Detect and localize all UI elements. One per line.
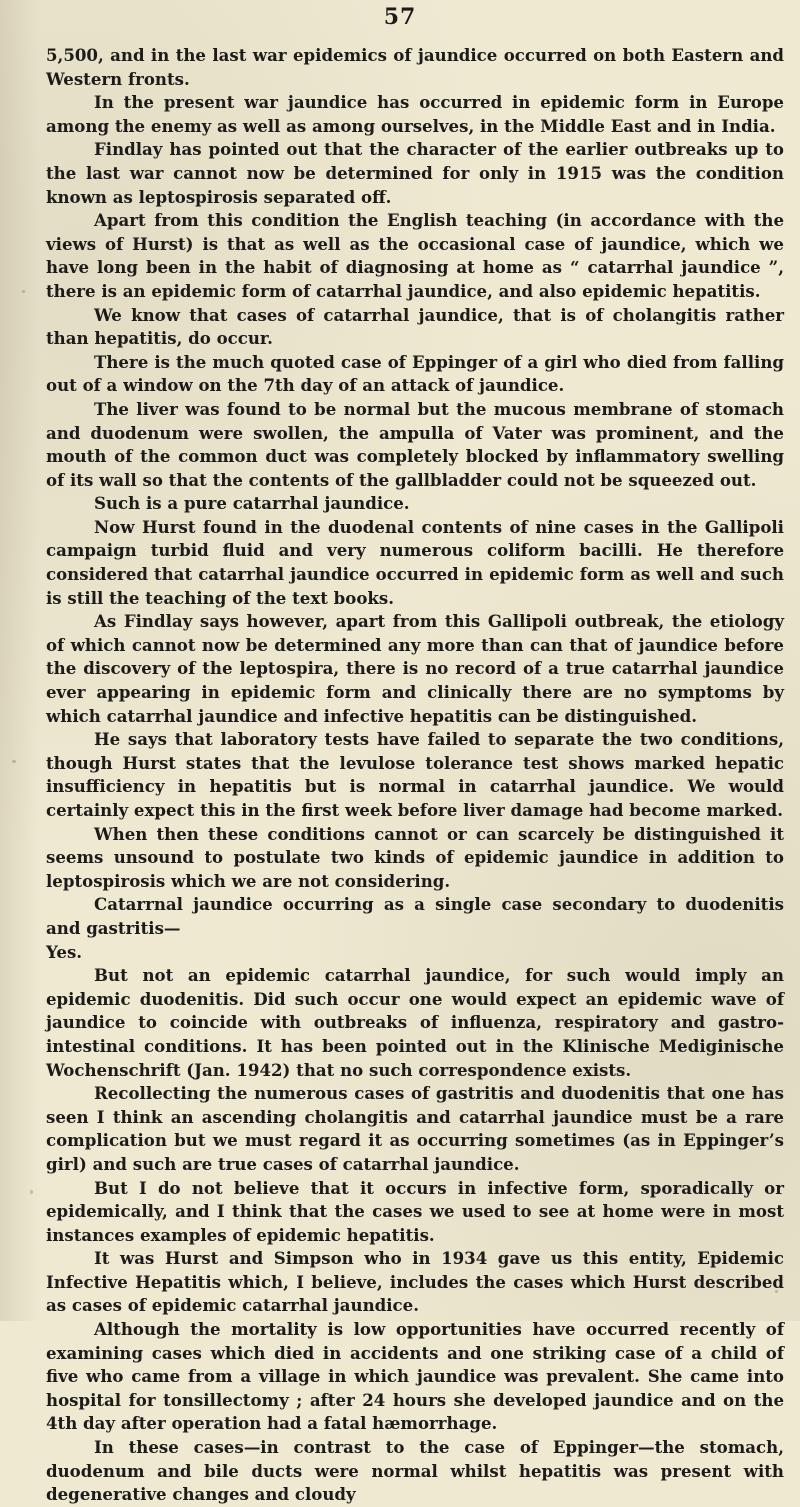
paragraph-8: Such is a pure catarrhal jaundice. [94,493,410,514]
paper-speck [775,1290,778,1293]
paper-speck [22,290,25,293]
paragraph-15: But not an epidemic catarrhal jaundice, for such would imply an epidemic duodenitis. Did such occur one would expect an epidemic wave of jaundice to coincide with outbreaks of influenza, respiratory and gastro-intestinal conditions. It has been pointed out in the Klinische Mediginische Wochenschrift (Jan. 1942) that no such correspondence exists. [46,965,784,1080]
paragraph-12: When then these conditions cannot or can scarcely be distinguished it seems unsound to postulate two kinds of epidemic jaundice in addition to leptospirosis which we are not considering. [46,823,784,891]
paragraph-6: There is the much quoted case of Eppinger of a girl who died from falling out of a window on the 7th day of an attack of jaundice. [46,351,784,396]
paragraph-14: Yes. [46,941,83,962]
paragraph-1: 5,500, and in the last war epidemics of jaundice occurred on both Eastern and Western fronts. [46,45,784,89]
paragraph-18: It was Hurst and Simpson who in 1934 gave us this entity, Epidemic Infective Hepatitis which, I believe, includes the cases which Hurst described as cases of epidemic catarrhal jaundice. [46,1248,784,1316]
paragraph-3: Findlay has pointed out that the character of the earlier outbreaks up to the last war cannot now be determined for only in 1915 was the condition known as leptospirosis separated off. [46,139,784,207]
paragraph-2: In the present war jaundice has occurred in epidemic form in Europe among the enemy as well as among ourselves, in the Middle East and in India. [46,92,784,136]
paragraph-9: Now Hurst found in the duodenal contents of nine cases in the Gallipoli campaign turbid fluid and very numerous coliform bacilli. He therefore considered that catarrhal jaundice occurred in epidemic form as well and such is still the teaching of the text books. [46,516,784,608]
paragraph-13: Catarrnal jaundice occurring as a single case secondary to duodenitis and gastritis— [46,894,784,938]
paragraph-19: Although the mortality is low opportunities have occurred recently of examining cases which died in accidents and one striking case of a child of five who came from a village in which jaundice was prevalent. She came into hospital for tonsillectomy ; after 24 hours she developed jaundice and on the 4th day after operation had a fatal hæmorrhage. [46,1319,784,1434]
paragraph-20: In these cases—in contrast to the case of Eppinger—the stomach, duodenum and bile ducts were normal whilst hepatitis was present with degenerative changes and cloudy [46,1437,784,1505]
paragraph-7: The liver was found to be normal but the mucous membrane of stomach and duodenum were swollen, the ampulla of Vater was prominent, and the mouth of the common duct was completely blocked by inflammatory swelling of its wall so that the contents of the gallbladder could not be squeezed out. [46,398,784,490]
paragraph-5: We know that cases of catarrhal jaundice, that is of cholangitis rather than hepatitis, do occur. [46,304,784,349]
page-number: 57 [383,4,417,30]
body-text [46,44,784,1507]
paragraph-16: Recollecting the numerous cases of gastritis and duodenitis that one has seen I think an ascending cholangitis and catarrhal jaundice must be a rare complication but we must regard it as occurring sometimes (as in Eppinger’s girl) and such are true cases of catarrhal jaundice. [46,1083,784,1174]
paragraph-17: But I do not believe that it occurs in infective form, sporadically or epidemically, and I think that the cases we used to see at home were in most instances examples of epidemic hepatitis. [46,1177,784,1245]
paragraph-4: Apart from this condition the English teaching (in accordance with the views of Hurst) is that as well as the occasional case of jaundice, which we have long been in the habit of diagnosing at home as “ catarrhal jaundice ”, there is an epidemic form of catarrhal jaundice, and also epidemic hepatitis. [46,210,784,301]
paper-speck [12,760,16,763]
paper-speck [30,1190,33,1194]
paragraph-10: As Findlay says however, apart from this Gallipoli outbreak, the etiology of which cannot now be determined any more than can that of jaundice before the discovery of the leptospira, there is no record of a true catarrhal jaundice ever appearing in epidemic form and clinically there are no symptoms by which catarrhal jaundice and infective hepatitis can be distinguished. [46,611,784,726]
paragraph-11: He says that laboratory tests have failed to separate the two conditions, though Hurst states that the levulose tolerance test shows marked hepatic insufficiency in hepatitis but is normal in catarrhal jaundice. We would certainly expect this in the first week before liver damage had become marked. [46,729,784,820]
